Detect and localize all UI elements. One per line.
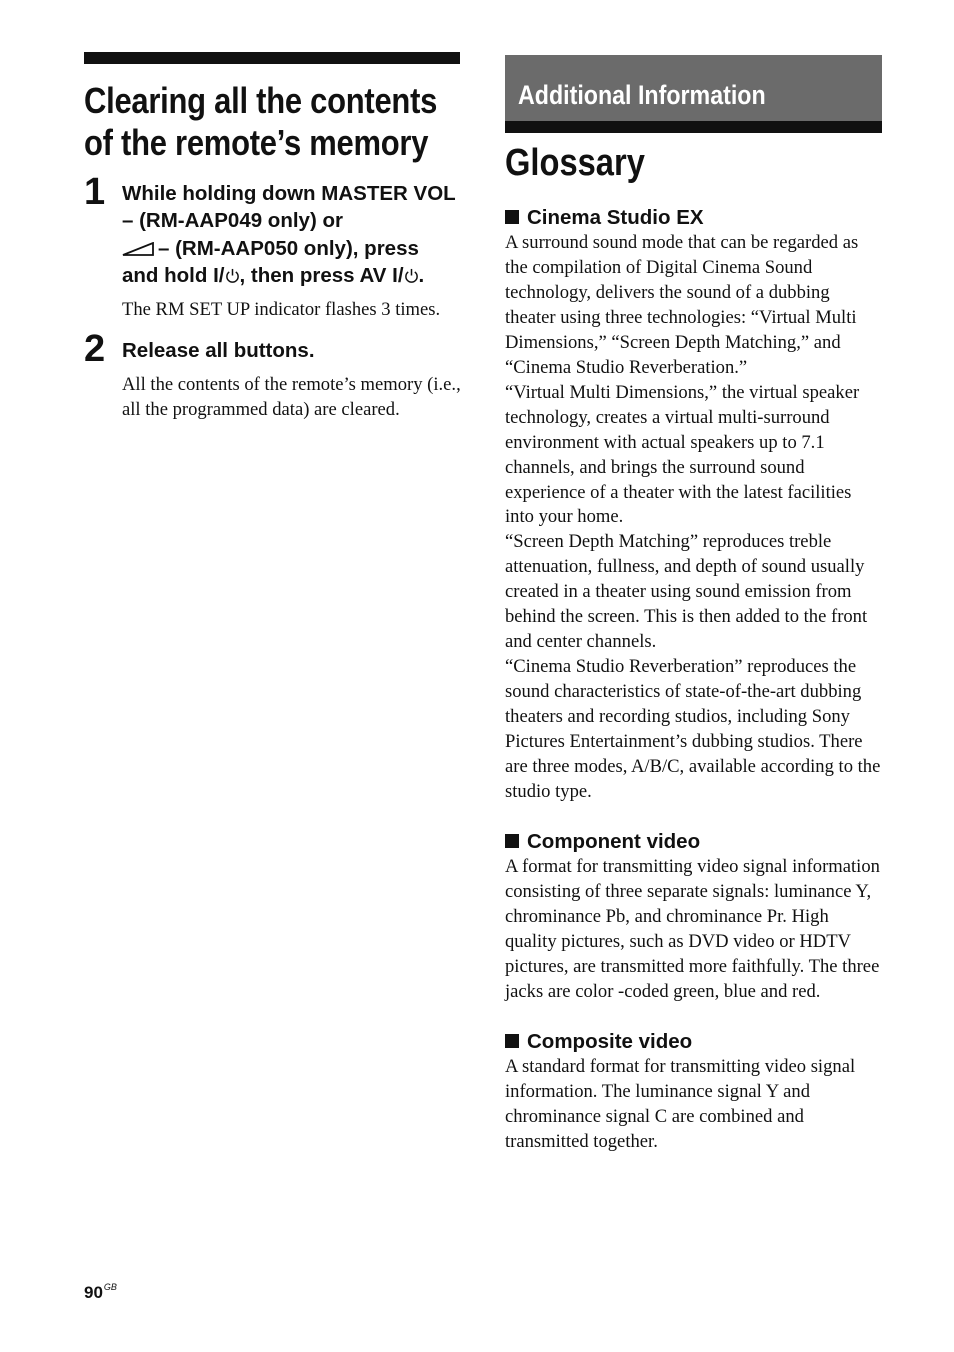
step-heading-part2: – (RM-AAP050 only), press and hold I/ — [122, 236, 419, 287]
step-heading-part1: While holding down MASTER VOL – (RM-AAP049 only) or — [122, 182, 456, 233]
definition-paragraph: “Virtual Multi Dimensions,” the virtual speaker technology, creates a virtual multi-surround environment with actual speakers up to 7.1 channels, and brings the surround sound experience of a theater with the latest facilities into your home. — [505, 381, 860, 528]
page-number — [84, 1282, 117, 1303]
glossary-term — [505, 205, 882, 231]
glossary-title: Glossary — [505, 142, 645, 184]
chapter-banner — [505, 55, 882, 121]
right-column — [505, 55, 882, 1154]
left-column — [84, 52, 460, 423]
glossary-definition — [505, 855, 882, 1005]
glossary-term-text: Cinema Studio EX — [527, 206, 704, 229]
step-number: 1 — [84, 171, 106, 213]
power-icon — [404, 268, 419, 283]
step-body: All the contents of the remote’s memory (i.e., all the programmed data) are cleared. — [122, 373, 461, 421]
step-heading-part4: . — [418, 263, 425, 287]
step-2 — [84, 327, 461, 423]
definition-paragraph: “Screen Depth Matching” reproduces treble attenuation, fullness, and depth of sound usually created in a theater using sound emission from behind the screen. This is then added to the front and center channels. — [505, 531, 868, 653]
step-heading: Release all buttons. — [122, 338, 315, 362]
glossary-entry — [505, 1029, 882, 1155]
glossary-entry — [505, 829, 882, 1005]
page-number-suffix: GB — [103, 1282, 117, 1292]
section-rule — [84, 52, 460, 64]
glossary-term — [505, 1029, 882, 1055]
step-heading-part3: , then press AV I/ — [239, 263, 404, 287]
section-title: Clearing all the contents of the remote’s memory — [84, 80, 438, 163]
square-bullet-icon — [505, 1034, 519, 1048]
chapter-banner-title: Additional Information — [518, 80, 766, 110]
chapter-banner-rule — [505, 121, 882, 133]
volume-down-icon — [122, 242, 154, 256]
glossary-definition — [505, 231, 882, 805]
step-1 — [84, 171, 460, 323]
definition-paragraph: “Cinema Studio Reverberation” reproduces the sound characteristics of state-of-the-art dubbing theaters and recording studios, including Sony Pictures Entertainment’s dubbing studios. There are three modes, A/B/C, available according to the studio type. — [505, 656, 881, 802]
page-number-text: 90 — [84, 1283, 103, 1302]
step-number: 2 — [84, 327, 106, 370]
definition-paragraph: A format for transmitting video signal information consisting of three separate signals: luminance Y, chrominance Pb, and chrominance Pr. High quality pictures, such as DVD video or HDTV pictures, are transmitted more faithfully. The three jacks are color -coded green, blue and red. — [505, 855, 880, 1002]
glossary-term — [505, 829, 882, 855]
definition-paragraph: A standard format for transmitting video signal information. The luminance signal Y and chrominance signal C are combined and transmitted together. — [505, 1055, 856, 1152]
definition-paragraph: A surround sound mode that can be regarded as the compilation of Digital Cinema Sound technology, delivers the sound of a dubbing theater using three technologies: “Virtual Multi Dimensions,” “Screen Depth Matching,” and “Cinema Studio Reverberation.” — [505, 232, 859, 378]
glossary-term-text: Component video — [527, 829, 701, 853]
glossary-term-text: Composite video — [527, 1029, 693, 1053]
square-bullet-icon — [505, 834, 519, 848]
glossary-entry — [505, 205, 882, 805]
step-body: The RM SET UP indicator flashes 3 times. — [122, 299, 441, 321]
square-bullet-icon — [505, 210, 519, 224]
power-icon — [225, 268, 240, 283]
glossary-definition — [505, 1055, 882, 1155]
step-heading — [122, 180, 460, 289]
